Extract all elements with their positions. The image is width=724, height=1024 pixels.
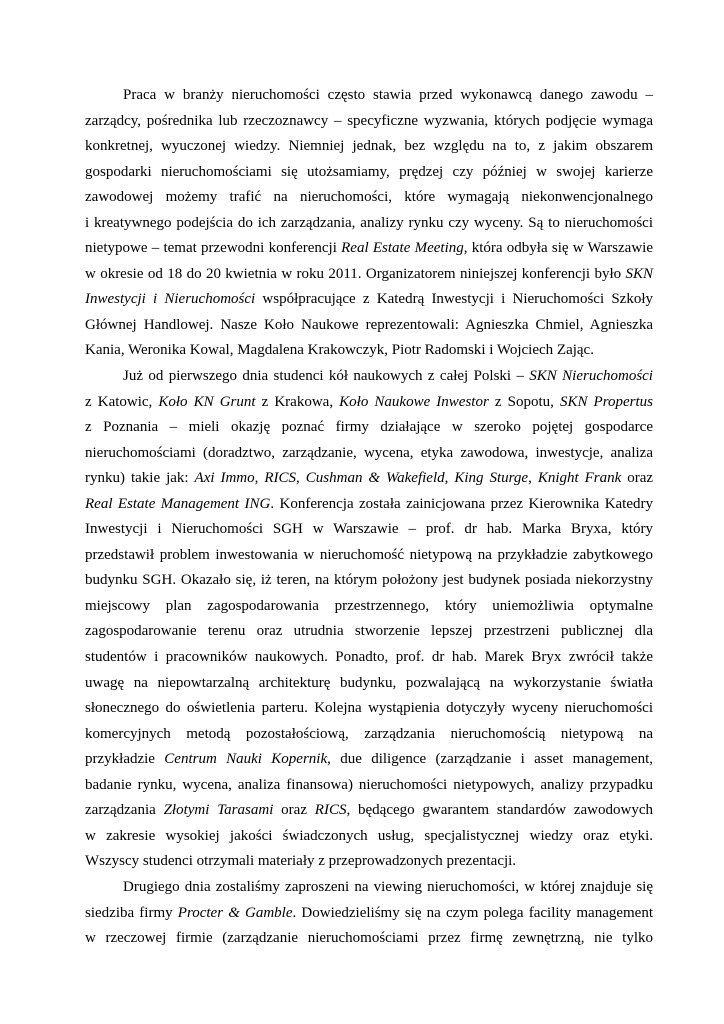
text-line [85, 798, 653, 824]
italic-text: SKN Nieruchomości [529, 368, 653, 385]
text-segment: nietypowe – temat przewodni konferencji [85, 240, 342, 257]
text-line [85, 568, 653, 594]
text-segment: . Konferencja została zainicjowana przez Kierownika Katedry [270, 495, 654, 512]
text-line [85, 722, 653, 748]
italic-text: SKN Propertus [559, 393, 653, 410]
italic-text: Procter & Gamble [177, 904, 293, 921]
italic-text: Złotymi Tarasami [163, 802, 274, 819]
text-line [85, 594, 653, 620]
text-segment: badanie rynku, wycena, analiza finansowa) nieruchomości nietypowych, analizy przypadku [85, 776, 653, 793]
text-segment: miejscowy plan zagospodarowania przestrzennego, który uniemożliwia optymalne [85, 597, 653, 614]
text-line [85, 901, 653, 927]
text-segment: nieruchomościami (doradztwo, zarządzanie, wycena, etyka zawodowa, inwestycje, analiza [85, 444, 653, 461]
text-line [85, 262, 653, 288]
text-segment: . Dowiedzieliśmy się na czym polega facility management [292, 904, 653, 921]
text-line [85, 364, 653, 390]
text-segment: rynku) takie jak: [85, 470, 195, 487]
text-line [85, 338, 653, 364]
text-line [85, 773, 653, 799]
text-line [85, 134, 653, 160]
text-segment: komercyjnych metodą pozostałościową, zarządzania nieruchomością nietypową na [85, 725, 653, 742]
text-segment: , [254, 470, 265, 487]
text-line [85, 696, 653, 722]
text-line [85, 645, 653, 671]
italic-text: Knight Frank [537, 470, 622, 487]
italic-text: Koło Naukowe Inwestor [339, 393, 489, 410]
text-segment: z Krakowa, [255, 393, 340, 410]
text-segment: Już od pierwszego dnia studenci kół naukowych z całej Polski – [123, 368, 530, 385]
text-line [85, 849, 653, 875]
text-line [85, 517, 653, 543]
article-body [85, 83, 653, 952]
text-segment: Wszyscy studenci otrzymali materiały z przeprowadzonych prezentacji. [85, 853, 517, 870]
text-line [85, 543, 653, 569]
text-line [85, 466, 653, 492]
text-segment: w rzeczowej firmie (zarządzanie nieruchomościami przez firmę zewnętrzną, nie tylko [85, 930, 653, 947]
text-line [85, 441, 653, 467]
text-segment: uwagę na niepowtarzalną architekturę budynku, pozwalającą na wykorzystanie światła [85, 674, 653, 691]
italic-text: King Sturge [454, 470, 529, 487]
text-segment: z Poznania – mieli okazję poznać firmy działające w szeroko pojętej gospodarce [85, 419, 653, 436]
text-segment: z Sopotu, [488, 393, 560, 410]
text-line [85, 492, 653, 518]
text-segment: Głównej Handlowej. Nasze Koło Naukowe reprezentowali: Agnieszka Chmiel, Agnieszka [85, 316, 653, 333]
italic-text: Real Estate Meeting [341, 240, 464, 257]
text-line [85, 185, 653, 211]
text-segment: i kreatywnego podejścia do ich zarządzania, analizy rynku czy wyceny. Są to nieruchomości [85, 214, 653, 231]
text-line [85, 390, 653, 416]
text-line [85, 83, 653, 109]
text-segment: siedziba firmy [85, 904, 178, 921]
italic-text: Centrum Nauki Kopernik [164, 751, 328, 768]
text-segment: współpracujące z Katedrą Inwestycji i Nieruchomości Szkoły [255, 291, 654, 308]
text-segment: oraz [273, 802, 315, 819]
text-line [85, 671, 653, 697]
text-segment: , due diligence (zarządzanie i asset management, [327, 751, 653, 768]
text-segment: konkretnej, wyuczonej wiedzy. Niemniej jednak, bez względu na to, z jakim obszarem [85, 138, 653, 155]
italic-text: SKN [625, 265, 653, 282]
text-segment: , [444, 470, 455, 487]
text-segment: Drugiego dnia zostaliśmy zaproszeni na viewing nieruchomości, w której znajduje się [123, 878, 653, 895]
text-line [85, 747, 653, 773]
text-line [85, 160, 653, 186]
text-line [85, 619, 653, 645]
italic-text: Koło KN Grunt [158, 393, 256, 410]
text-segment: Kania, Weronika Kowal, Magdalena Krakowczyk, Piotr Radomski i Wojciech Zając. [85, 342, 594, 359]
text-segment: gospodarki nieruchomościami się utożsamiamy, prędzej czy później w swojej karierze [85, 163, 653, 180]
text-segment: z Katowic, [85, 393, 159, 410]
italic-text: Cushman & Wakefield [305, 470, 445, 487]
text-line [85, 287, 653, 313]
text-segment: słonecznego do oświetlenia parteru. Kolejna wystąpienia dotyczyły wyceny nieruchomości [85, 700, 653, 717]
italic-text: Axi Immo [194, 470, 255, 487]
text-segment: , która odbyła się w Warszawie [463, 240, 653, 257]
text-segment: w zakresie wysokiej jakości świadczonych usług, specjalistycznej wiedzy oraz etyki. [85, 827, 653, 844]
text-segment: zarządcy, pośrednika lub rzeczoznawcy – specyficzne wyzwania, których podjęcie wymaga [85, 112, 653, 129]
text-segment: zawodowej możemy trafić na nieruchomości, które wymagają niekonwencjonalnego [85, 189, 653, 206]
text-segment: , [528, 470, 538, 487]
text-line [85, 824, 653, 850]
text-segment: zagospodarowanie terenu oraz utrudnia stworzenie lepszej przestrzeni publicznej dla [85, 623, 653, 640]
text-segment: zarządzania [85, 802, 164, 819]
text-line [85, 926, 653, 952]
text-line [85, 109, 653, 135]
text-segment: w okresie od 18 do 20 kwietnia w roku 2011. Organizatorem niniejszej konferencji było [85, 265, 626, 282]
text-segment: przedstawił problem inwestowania w nieruchomość nietypową na przykładzie zabytkowego [85, 546, 653, 563]
text-segment: budynku SGH. Okazało się, iż teren, na którym położony jest budynek posiada niekorzystny [85, 572, 653, 589]
text-segment: przykładzie [85, 751, 165, 768]
italic-text: RICS [314, 802, 347, 819]
text-line [85, 415, 653, 441]
text-segment: , będącego gwarantem standardów zawodowych [346, 802, 653, 819]
text-segment: Praca w branży nieruchomości często stawia przed wykonawcą danego zawodu – [123, 87, 653, 103]
text-segment: , [296, 470, 306, 487]
text-line [85, 211, 653, 237]
text-line [85, 313, 653, 339]
text-segment: oraz [621, 470, 654, 487]
text-line [85, 236, 653, 262]
text-line [85, 875, 653, 901]
italic-text: RICS [264, 470, 297, 487]
italic-text: Real Estate Management ING [85, 495, 271, 512]
text-segment: Inwestycji i Nieruchomości SGH w Warszawie – prof. dr hab. Marka Bryxa, który [85, 521, 653, 538]
italic-text: Inwestycji i Nieruchomości [85, 291, 256, 308]
text-segment: studentów i pracowników naukowych. Ponadto, prof. dr hab. Marek Bryx zwrócił także [85, 649, 653, 666]
